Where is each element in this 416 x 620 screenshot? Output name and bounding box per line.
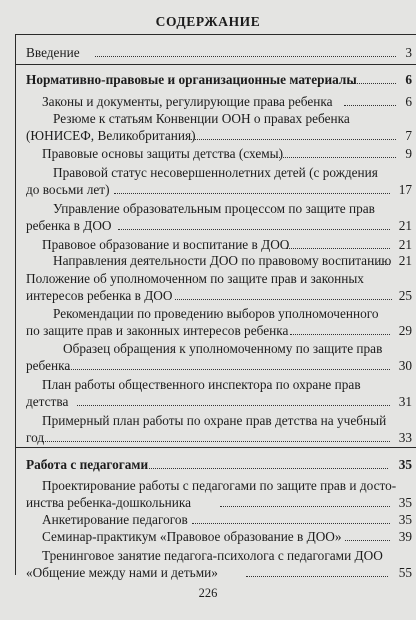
toc-entry-text: Анкетирование педагогов	[42, 512, 188, 527]
toc-entry-text: год	[26, 430, 45, 445]
toc-entry-text: «Общение между нами и детьми»	[26, 565, 218, 580]
dot-leader	[345, 540, 390, 541]
dot-leader	[95, 56, 396, 57]
toc-page-number: 55	[398, 565, 412, 580]
section-divider	[15, 447, 416, 448]
toc-entry-text: Резюме к статьям Конвенции ООН о правах ребенка	[53, 111, 350, 126]
toc-section-heading: Нормативно-правовые и организационные материалы	[26, 72, 357, 87]
toc-entry-text: (ЮНИСЕФ, Великобритания)	[26, 128, 196, 143]
toc-page-number: 35	[398, 457, 412, 472]
toc-page-number: 21	[398, 218, 412, 233]
toc-page-number: 35	[398, 495, 412, 510]
toc-page-number: 21	[398, 253, 412, 268]
toc-entry-text: Управление образовательным процессом по защите прав	[53, 201, 375, 216]
toc-page-number: 35	[398, 512, 412, 527]
toc-page-number: 17	[398, 182, 412, 197]
toc-entry-text: Семинар-практикум «Правовое образование в ДОО»	[42, 529, 342, 544]
dot-leader	[114, 193, 390, 194]
page-number: 226	[198, 586, 218, 600]
dot-leader	[344, 105, 396, 106]
dot-leader	[67, 369, 390, 370]
dot-leader	[276, 157, 396, 158]
dot-leader	[77, 405, 390, 406]
toc-page-number: 7	[405, 128, 412, 143]
section-divider	[15, 64, 416, 65]
toc-section-heading: Работа с педагогами	[26, 457, 149, 472]
toc-entry-text: Правовой статус несовершеннолетних детей (с рождения	[53, 165, 378, 180]
toc-page-number: 21	[398, 237, 412, 252]
toc-page-number: 9	[405, 146, 412, 161]
dot-leader	[192, 523, 390, 524]
dot-leader	[191, 139, 396, 140]
toc-page-number: 6	[405, 72, 412, 87]
toc-entry-text: интересов ребенка в ДОО	[26, 288, 173, 303]
dot-leader	[175, 299, 392, 300]
toc-entry-text: Направления деятельности ДОО по правовому воспитанию	[53, 253, 392, 268]
toc-page-number: 31	[398, 394, 412, 409]
dot-leader	[118, 229, 390, 230]
toc-entry-text: инства ребенка-дошкольника	[26, 495, 192, 510]
toc-entry-text: Проектирование работы с педагогами по защите прав и досто-	[42, 478, 397, 493]
toc-entry-text: Положение об уполномоченном по защите прав и законных	[26, 271, 364, 286]
dot-leader	[290, 334, 390, 335]
dot-leader	[246, 576, 388, 577]
toc-entry-text: Образец обращения к уполномоченному по защите прав	[63, 341, 383, 356]
dot-leader	[372, 264, 390, 265]
dot-leader	[220, 506, 390, 507]
toc-page-number: 3	[405, 45, 412, 60]
toc-entry-text: ребенка в ДОО	[26, 218, 112, 233]
toc-entry-text: Введение	[26, 45, 80, 60]
toc-entry-text: до восьми лет)	[26, 182, 110, 197]
toc-entry-text: Примерный план работы по охране прав детства на учебный	[42, 413, 387, 428]
toc-entry-text: Рекомендации по проведению выборов уполномоченного	[53, 306, 379, 321]
toc-entry-text: Правовое образование и воспитание в ДОО	[42, 237, 290, 252]
toc-page-number: 33	[398, 430, 412, 445]
toc-entry-text: Тренинговое занятие педагога-психолога с педагогами ДОО	[42, 548, 383, 563]
toc-entry-text: по защите прав и законных интересов ребенка	[26, 323, 289, 338]
toc-entry-text: План работы общественного инспектора по охране прав	[42, 377, 361, 392]
toc-entry-text: Правовые основы защиты детства (схемы)	[42, 146, 284, 161]
toc-entry-text: Законы и документы, регулирующие права ребенка	[42, 94, 333, 109]
dot-leader	[286, 248, 390, 249]
dot-leader	[43, 441, 390, 442]
toc-entry-text: ребенка	[26, 358, 71, 373]
dot-leader	[149, 468, 388, 469]
page-title: СОДЕРЖАНИЕ	[155, 14, 261, 29]
toc-page-number: 6	[405, 94, 412, 109]
toc-entry-text: детства	[26, 394, 69, 409]
toc-page-number: 29	[398, 323, 412, 338]
toc-page-number: 30	[398, 358, 412, 373]
toc-page-number: 25	[398, 288, 412, 303]
toc-page-number: 39	[398, 529, 412, 544]
dot-leader	[352, 83, 396, 84]
